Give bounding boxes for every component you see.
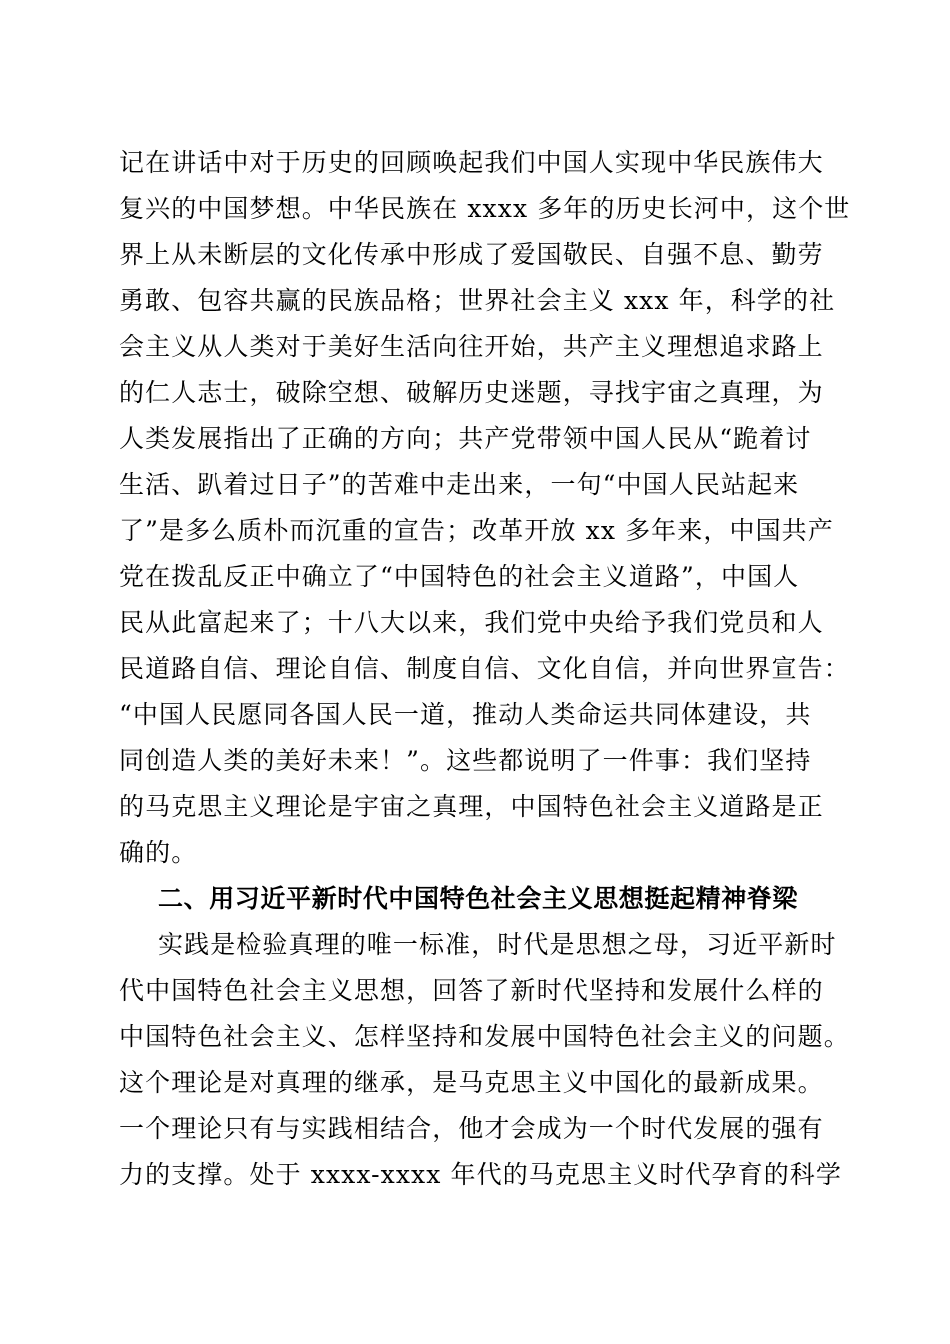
body-text-line: 确的。 xyxy=(119,838,198,867)
body-text-line: 中国特色社会主义、怎样坚持和发展中国特色社会主义的问题。 xyxy=(119,1022,850,1051)
body-text-line: 一个理论只有与实践相结合，他才会成为一个时代发展的强有 xyxy=(119,1114,824,1143)
body-text-line: 会主义从人类对于美好生活向往开始，共产主义理想追求路上 xyxy=(119,332,824,361)
body-text-line: 界上从未断层的文化传承中形成了爱国敬民、自强不息、勤劳 xyxy=(119,240,824,269)
body-text-line: 民从此富起来了；十八大以来，我们党中央给予我们党员和人 xyxy=(119,608,824,637)
body-text-line: “中国人民愿同各国人民一道，推动人类命运共同体建设，共 xyxy=(119,700,812,729)
section-heading: 二、用习近平新时代中国特色社会主义思想挺起精神脊梁 xyxy=(158,884,799,913)
body-text-line: 的仁人志士，破除空想、破解历史迷题，寻找宇宙之真理，为 xyxy=(119,378,824,407)
body-text-line: 实践是检验真理的唯一标准，时代是思想之母，习近平新时 xyxy=(158,930,837,959)
body-text-line: 力的支撑。处于 xxxx-xxxx 年代的马克思主义时代孕育的科学 xyxy=(119,1160,842,1189)
body-text-line: 民道路自信、理论自信、制度自信、文化自信，并向世界宣告： xyxy=(119,654,850,683)
body-text-line: 的马克思主义理论是宇宙之真理，中国特色社会主义道路是正 xyxy=(119,792,824,821)
body-text-line: 了”是多么质朴而沉重的宣告；改革开放 xx 多年来，中国共产 xyxy=(119,516,834,545)
body-text-line: 生活、趴着过日子”的苦难中走出来，一句“中国人民站起来 xyxy=(119,470,800,499)
body-text-line: 复兴的中国梦想。中华民族在 xxxx 多年的历史长河中，这个世 xyxy=(119,194,851,223)
body-text-line: 这个理论是对真理的继承，是马克思主义中国化的最新成果。 xyxy=(119,1068,824,1097)
body-text-line: 记在讲话中对于历史的回顾唤起我们中国人实现中华民族伟大 xyxy=(119,148,824,177)
body-text-line: 代中国特色社会主义思想，回答了新时代坚持和发展什么样的 xyxy=(119,976,824,1005)
body-text-line: 党在拨乱反正中确立了“中国特色的社会主义道路”，中国人 xyxy=(119,562,800,591)
body-text-line: 勇敢、包容共赢的民族品格；世界社会主义 xxx 年，科学的社 xyxy=(119,286,836,315)
body-text-line: 同创造人类的美好未来！”。这些都说明了一件事：我们坚持 xyxy=(119,746,812,775)
body-text-line: 人类发展指出了正确的方向；共产党带领中国人民从“跪着讨 xyxy=(119,424,812,453)
